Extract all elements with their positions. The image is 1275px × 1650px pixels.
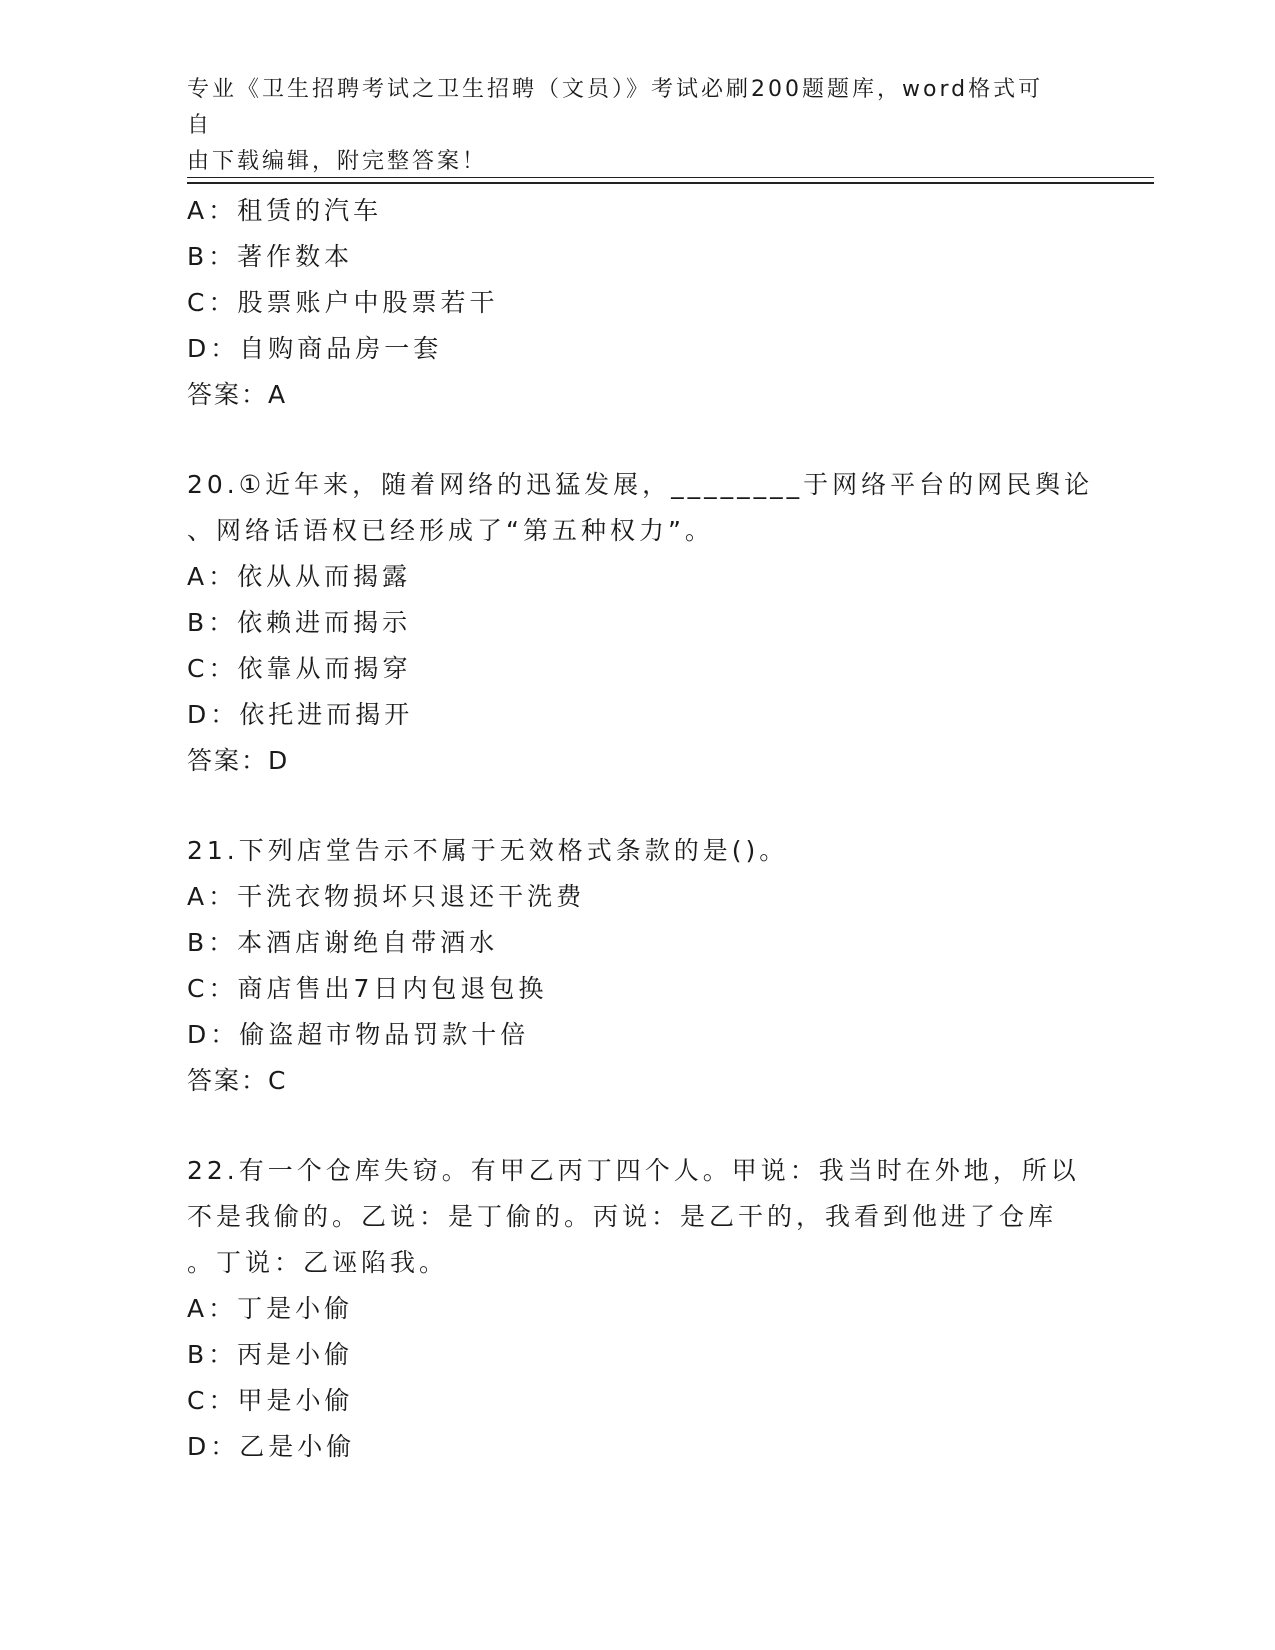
question-20-block — [187, 462, 1094, 784]
option-b: B：本酒店谢绝自带酒水 — [187, 928, 499, 957]
question-text: 22.有一个仓库失窃。有甲乙丙丁四个人。甲说：我当时在外地，所以 — [187, 1156, 1080, 1185]
option-d: D：偷盗超市物品罚款十倍 — [187, 1020, 530, 1049]
header-title-line-1: 专业《卫生招聘考试之卫生招聘（文员）》考试必刷200题题库，word格式可自 — [187, 77, 1044, 138]
document-header — [187, 72, 1067, 180]
option-a: A：干洗衣物损坏只退还干洗费 — [187, 882, 586, 911]
question-text: 20.①近年来，随着网络的迅猛发展，________于网络平台的网民舆论 — [187, 470, 1094, 499]
option-c: C：依靠从而揭穿 — [187, 654, 412, 683]
answer-line: 答案：C — [187, 1066, 288, 1095]
option-b: B：丙是小偷 — [187, 1340, 354, 1369]
header-divider-thin — [187, 177, 1154, 178]
question-text: 21.下列店堂告示不属于无效格式条款的是()。 — [187, 836, 789, 865]
question-text: 。丁说：乙诬陷我。 — [187, 1248, 449, 1277]
option-a: A：丁是小偷 — [187, 1294, 354, 1323]
option-b: B：著作数本 — [187, 242, 354, 271]
option-b: B：依赖进而揭示 — [187, 608, 412, 637]
option-c: C：甲是小偷 — [187, 1386, 354, 1415]
answer-line: 答案：D — [187, 746, 290, 775]
header-divider-thick — [187, 182, 1154, 184]
document-body — [187, 188, 1094, 1470]
option-a: A：依从从而揭露 — [187, 562, 412, 591]
question-21-block — [187, 828, 1087, 1104]
option-a: A：租赁的汽车 — [187, 196, 383, 225]
question-text: 不是我偷的。乙说：是丁偷的。丙说：是乙干的，我看到他进了仓库 — [187, 1202, 1058, 1231]
option-d: D：依托进而揭开 — [187, 700, 414, 729]
option-d: D：自购商品房一套 — [187, 334, 443, 363]
option-c: C：商店售出7日内包退包换 — [187, 974, 548, 1003]
spacer — [187, 1104, 1087, 1148]
option-d: D：乙是小偷 — [187, 1432, 356, 1461]
question-19-block — [187, 188, 1087, 418]
option-c: C：股票账户中股票若干 — [187, 288, 499, 317]
spacer — [187, 418, 1087, 462]
question-text: 、网络话语权已经形成了“第五种权力”。 — [187, 516, 714, 545]
header-title-line-2: 由下载编辑，附完整答案！ — [187, 149, 488, 174]
answer-line: 答案：A — [187, 380, 288, 409]
spacer — [187, 784, 1087, 828]
question-22-block — [187, 1148, 1087, 1470]
